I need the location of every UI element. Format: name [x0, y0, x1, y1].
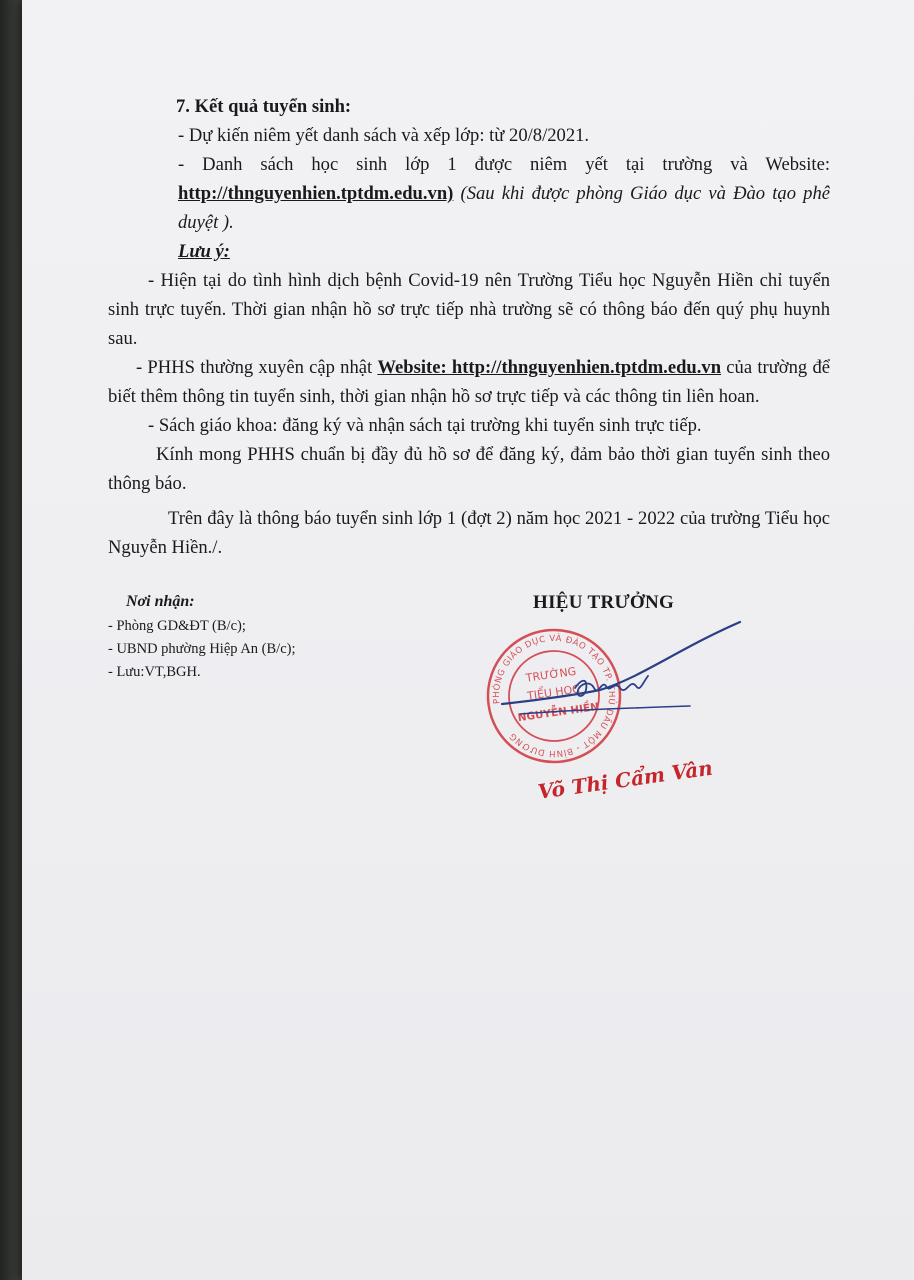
- note-title: [108, 237, 830, 266]
- document-body: [108, 92, 830, 562]
- recipient-item: - Phòng GD&ĐT (B/c);: [108, 618, 246, 634]
- recipient-item: - UBND phường Hiệp An (B/c);: [108, 641, 296, 657]
- results-line-1: - Dự kiến niêm yết danh sách và xếp lớp: từ 20/8/2021.: [178, 125, 590, 146]
- note-item-2-suffix: của trường để biết thêm thông tin tuyển sinh, thời gian nhận hồ sơ trực tiếp và các thông tin liên hoan.: [108, 357, 831, 407]
- closing-paragraph-2: Trên đây là thông báo tuyển sinh lớp 1 (đợt 2) năm học 2021 - 2022 của trường Tiểu học Nguyễn Hiền./.: [108, 508, 830, 558]
- results-line-2-text: - Danh sách học sinh lớp 1 được niêm yết tại trường và Website:: [178, 154, 830, 175]
- note-item-1: - Hiện tại do tình hình dịch bệnh Covid-19 nên Trường Tiểu học Nguyễn Hiền chỉ tuyển sinh trực tuyến. Thời gian nhận hồ sơ trực tiếp nhà trường sẽ có thông báo đến quý phụ huynh sau.: [108, 270, 830, 349]
- section-heading: 7. Kết quả tuyển sinh:: [176, 96, 352, 117]
- closing-paragraph-1: Kính mong PHHS chuẩn bị đầy đủ hồ sơ để đăng ký, đảm bảo thời gian tuyển sinh theo thông báo.: [108, 444, 830, 494]
- note-item-2-prefix: - PHHS thường xuyên cập nhật: [136, 357, 378, 378]
- signature-scribble: [490, 618, 750, 738]
- seal-line-1: TRƯỜNG: [525, 664, 577, 685]
- principal-title: HIỆU TRƯỞNG: [533, 592, 675, 613]
- signer-name: Võ Thị Cẩm Vân: [536, 755, 715, 804]
- recipients-title: Nơi nhận:: [126, 593, 195, 610]
- results-line-2: [108, 150, 830, 237]
- note-title-text: Lưu ý:: [178, 241, 230, 262]
- seal-outer-text: PHÒNG GIÁO DỤC VÀ ĐÀO TẠO TP. THỦ DẦU MỘT - BÌNH DƯƠNG: [491, 633, 617, 759]
- seal-line-3: NGUYỄN HIỀN: [517, 700, 600, 725]
- recipients-block: [108, 590, 428, 684]
- school-website-link[interactable]: http://thnguyenhien.tptdm.edu.vn): [178, 183, 454, 204]
- recipient-item: - Lưu:VT,BGH.: [108, 664, 201, 680]
- note-item-3: - Sách giáo khoa: đăng ký và nhận sách tại trường khi tuyển sinh trực tiếp.: [148, 415, 702, 436]
- seal-line-2: TIỂU HỌC: [526, 682, 581, 703]
- note-item-2: [108, 353, 830, 411]
- website-update-link[interactable]: Website: http://thnguyenhien.tptdm.edu.vn: [377, 357, 722, 378]
- approval-note: (Sau khi được phòng Giáo dục và Đào tạo phê duyệt ).: [178, 183, 830, 233]
